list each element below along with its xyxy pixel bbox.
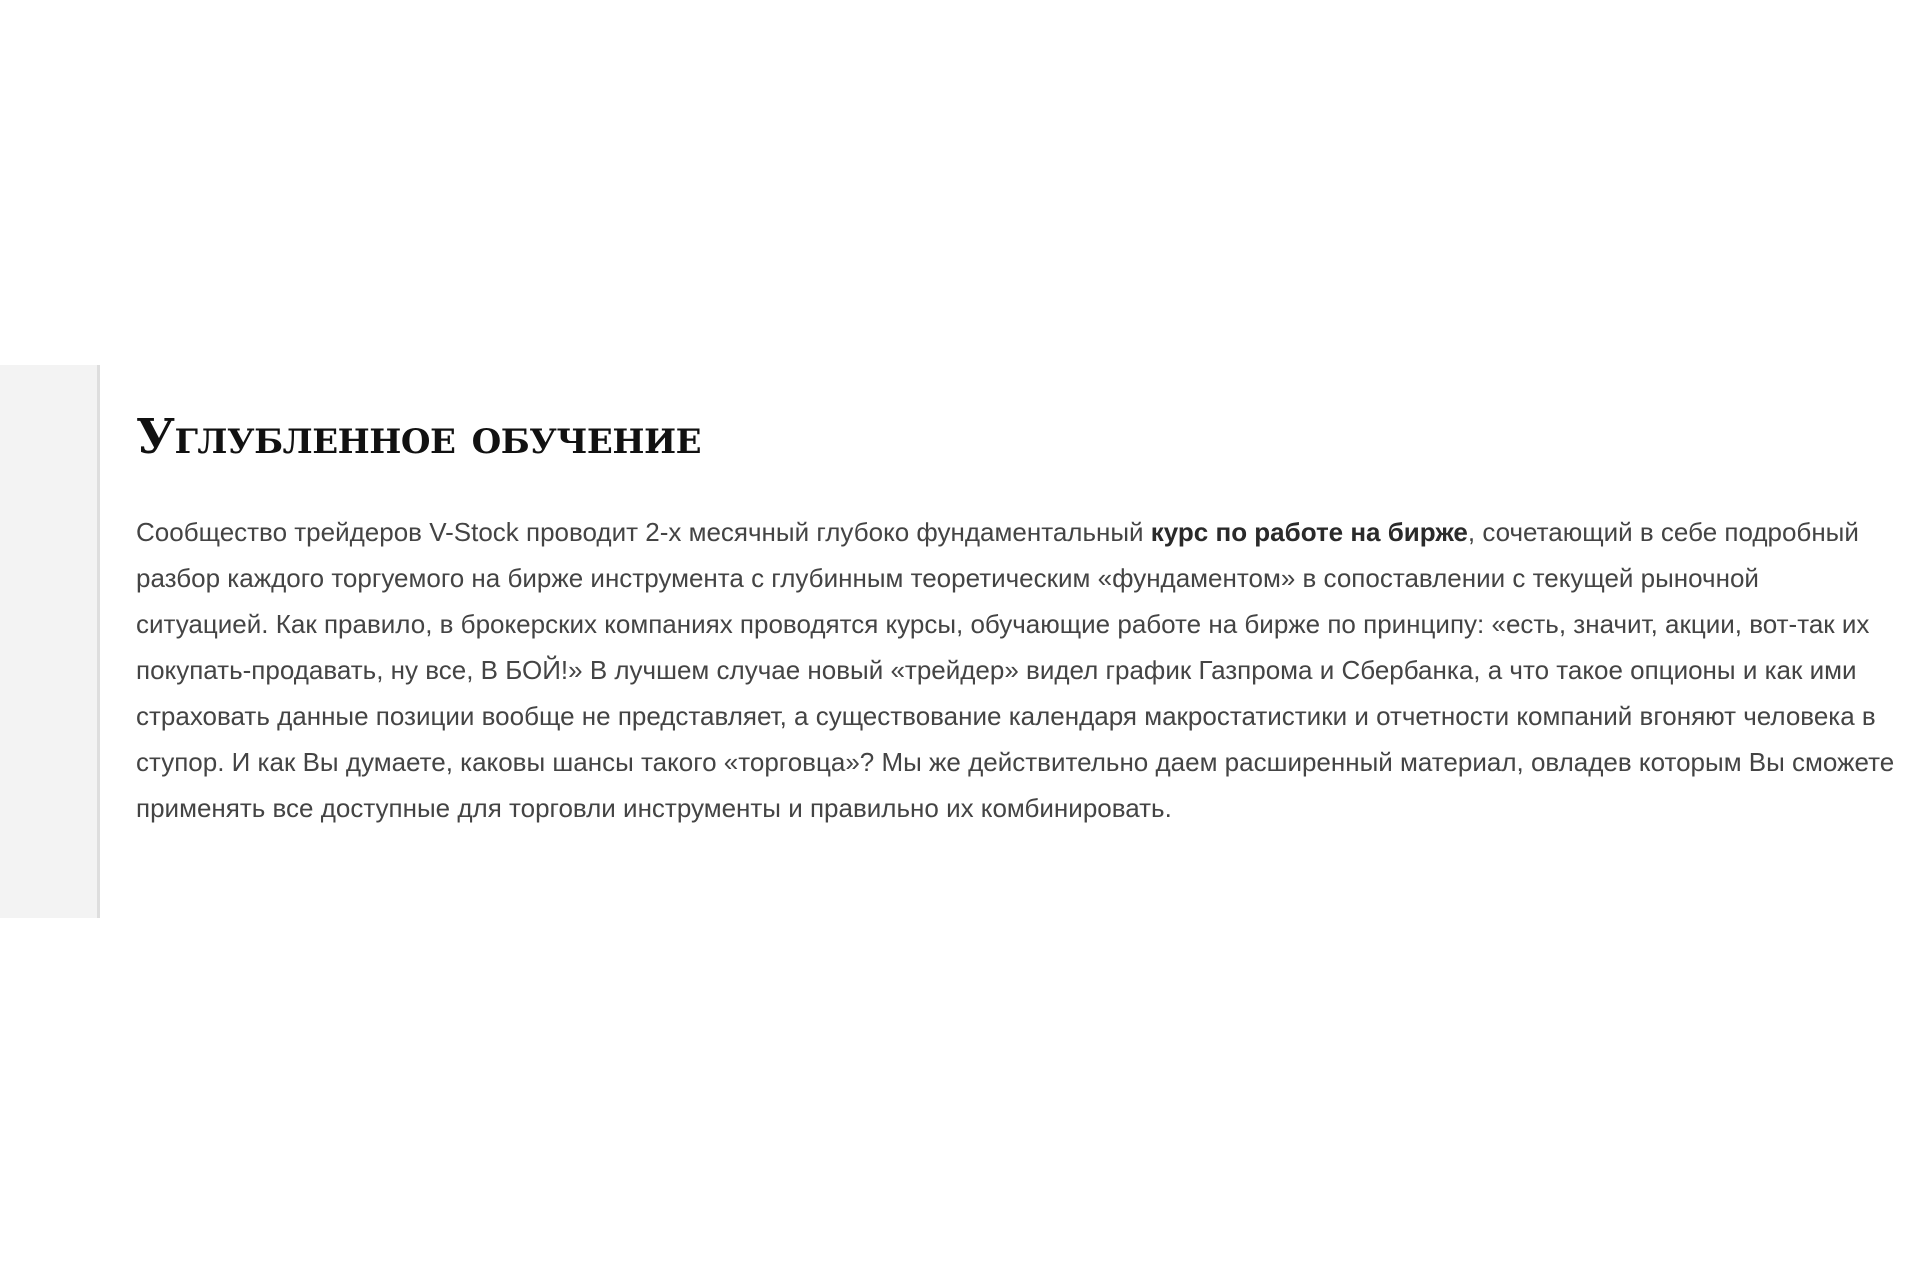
- paragraph-text-end: , сочетающий в себе подробный разбор каждого торгуемого на бирже инструмента с глубинным теоретическим «фундаментом» в сопоставлении с текущей рыночной ситуацией. Как правило, в брокерских компаниях проводятся курсы, обучающие работе на бирже по принципу: «есть, значит, акции, вот-так их покупать-продавать, ну все, В БОЙ!» В лучшем случае новый «трейдер» видел график Газпрома и Сбербанка, а что такое опционы и как ими страховать данные позиции вообще не представляет, а существование календаря макростатистики и отчетности компаний вгоняют человека в ступор. И как Вы думаете, каковы шансы такого «торговца»? Мы же действительно даем расширенный материал, овладев которым Вы сможете применять все доступные для торговли инструменты и правильно их комбинировать.: [136, 517, 1895, 823]
- article-section: [136, 405, 1896, 831]
- left-side-panel: [0, 365, 100, 918]
- paragraph-bold-phrase: курс по работе на бирже: [1150, 517, 1468, 547]
- paragraph-text-start: Сообщество трейдеров V-Stock проводит 2-х месячный глубоко фундаментальный: [136, 517, 1151, 547]
- article-paragraph: [136, 509, 1896, 831]
- section-title: Углубленное обучение: [136, 409, 701, 465]
